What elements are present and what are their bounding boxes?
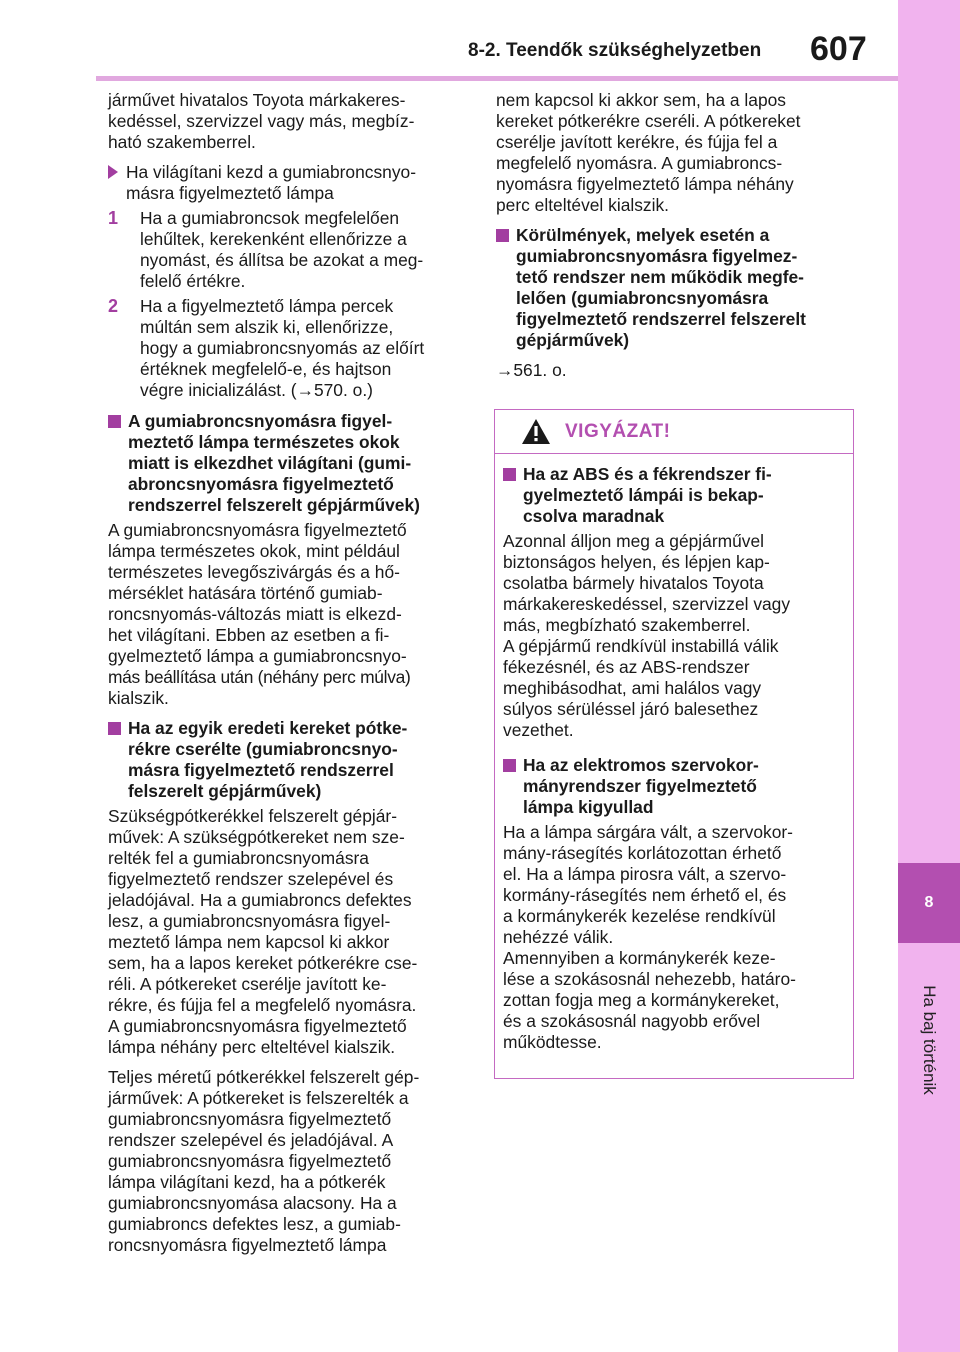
text-line: roncsnyomás-változás miatt is elkezd-: [108, 604, 402, 624]
page-reference-link[interactable]: végre inicializálást. (→570. o.): [140, 380, 373, 400]
intro-paragraph: [108, 90, 468, 153]
text-line: múltán sem alszik ki, ellenőrizze,: [140, 317, 394, 337]
text-line: csolatba bármely hivatalos Toyota: [503, 573, 764, 593]
text-line: kialszik.: [108, 688, 169, 708]
text-line: meztető lámpa nem kapcsol ki akkor: [108, 932, 390, 952]
text-line: mérséklet hatására történő gumiab-: [108, 583, 383, 603]
text-line: járművet hivatalos Toyota márkakeres-: [108, 90, 406, 110]
text-line: réli. A pótkereket cserélje javított ke-: [108, 974, 387, 994]
text-line: nem kapcsol ki akkor sem, ha a lapos: [496, 90, 786, 110]
natural-causes-paragraph: [108, 520, 468, 709]
page-number: 607: [810, 30, 867, 68]
text-line: nyomásra figyelmeztető lámpa néhány: [496, 174, 794, 194]
chapter-number-box: [898, 863, 960, 943]
left-column: [108, 90, 468, 1265]
warning-body: [495, 454, 853, 1053]
text-line: lesz, a gumiabroncsnyomásra figyel-: [108, 911, 391, 931]
text-line: fékezésnél, és az ABS-rendszer: [503, 657, 750, 677]
header-rule: [96, 76, 898, 81]
text-line: lelően (gumiabroncsnyomásra: [516, 288, 769, 308]
chapter-title: Ha baj történik: [920, 985, 939, 1095]
text-line: vezethet.: [503, 720, 574, 740]
text-line: Ha az elektromos szervokor-: [523, 755, 759, 775]
text-line: tető rendszer nem működik megfe-: [516, 267, 804, 287]
subheading-system-not-working: [496, 225, 856, 351]
text-line: művek: A szükségpótkereket nem sze-: [108, 827, 405, 847]
section-title: 8-2. Teendők szükséghelyzetben: [468, 40, 762, 61]
continued-paragraph: [496, 90, 856, 216]
text-line: gyelmeztető lámpa a gumiabroncsnyo-: [108, 646, 407, 666]
text-line: A gumiabroncsnyomásra figyelmeztető: [108, 520, 407, 540]
text-line: Ha a gumiabroncsok megfelelően: [140, 208, 400, 228]
text-line: megfelelő nyomásra. A gumiabroncs-: [496, 153, 783, 173]
warning-box: [494, 409, 854, 1079]
side-tab: [898, 0, 960, 1352]
right-column: [496, 90, 856, 381]
text-line: gépjárművek): [516, 330, 630, 350]
text-line: lése a szokásosnál nehezebb, határo-: [503, 969, 796, 989]
warning-header: [495, 410, 853, 454]
text-line: Teljes méretű pótkerékkel felszerelt gép-: [108, 1067, 420, 1087]
text-line: jeladójával. Ha a gumiabroncs defektes: [108, 890, 412, 910]
text-line: perc elteltével kialszik.: [496, 195, 670, 215]
text-line: lámpa kigyullad: [523, 797, 654, 817]
subheading-spare-wheel: [108, 718, 468, 802]
subheading-natural-causes: [108, 411, 468, 516]
text-line: a kormánykerék kezelése rendkívül: [503, 906, 776, 926]
text-line: lámpa világítani kezd, ha a pótkerék: [108, 1172, 386, 1192]
text-line: lehűltek, kerekenként ellenőrizze a: [140, 229, 407, 249]
text-line: másra figyelmeztető rendszerrel: [128, 760, 394, 780]
text-line: működtesse.: [503, 1032, 602, 1052]
text-line: más, megbízható szakemberrel.: [503, 615, 751, 635]
warning-subheading-steering: [503, 755, 847, 818]
text-line: cserélje javított kerékre, és fújja fel a: [496, 132, 778, 152]
text-line: és a szokásosnál nagyobb erővel: [503, 1011, 761, 1031]
warning-subheading-abs: [503, 464, 847, 527]
text-line: biztonságos helyen, és lépjen kap-: [503, 552, 770, 572]
square-bullet-icon: [503, 759, 516, 772]
text-line: miatt is elkezdhet világítani (gumi-: [128, 453, 412, 473]
bullet-heading: [108, 162, 468, 204]
text-line: mányrendszer figyelmeztető: [523, 776, 757, 796]
text-line: súlyos sérüléssel járó balesethez: [503, 699, 759, 719]
step-2: [108, 296, 468, 401]
text-line: lámpa természetes okok, mint például: [108, 541, 400, 561]
full-size-spare-paragraph: [108, 1067, 468, 1256]
text-line: más beállítása után (néhány perc múlva): [108, 667, 411, 687]
text-line: Ha világítani kezd a gumiabroncsnyo-: [126, 162, 416, 182]
text-line: gumiabroncsnyomása alacsony. Ha a: [108, 1193, 397, 1213]
text-line: lámpa néhány perc elteltével kialszik.: [108, 1037, 396, 1057]
triangle-bullet-icon: [108, 165, 118, 179]
warning-steering-paragraph: [503, 822, 847, 1053]
text-line: másra figyelmeztető lámpa: [126, 183, 334, 203]
text-line: A gumiabroncsnyomásra figyel-: [128, 411, 393, 431]
text-line: zottan fogja meg a kormánykereket,: [503, 990, 780, 1010]
text-line: csolva maradnak: [523, 506, 665, 526]
text-line: Ha az ABS és a fékrendszer fi-: [523, 464, 772, 484]
text-line: Ha az egyik eredeti kereket pótke-: [128, 718, 408, 738]
text-line: figyelmeztető rendszer szelepével és: [108, 869, 394, 889]
square-bullet-icon: [503, 468, 516, 481]
text-line: gumiabroncsnyomásra figyelmeztető: [108, 1151, 392, 1171]
text-line: kereket pótkerékre cseréli. A pótkereket: [496, 111, 801, 131]
text-line: A gumiabroncsnyomásra figyelmeztető: [108, 1016, 407, 1036]
text-line: sem, ha a lapos kereket pótkerékre cse-: [108, 953, 418, 973]
text-line: márkakereskedéssel, szervizzel vagy: [503, 594, 791, 614]
warning-triangle-icon: [521, 418, 551, 445]
square-bullet-icon: [108, 722, 121, 735]
text-line: het világítani. Ebben az esetben a fi-: [108, 625, 390, 645]
page-reference-link[interactable]: →561. o.: [496, 360, 567, 380]
text-line: gyelmeztető lámpái is bekap-: [523, 485, 764, 505]
text-line: meztető lámpa természetes okok: [128, 432, 400, 452]
warning-title: VIGYÁZAT!: [565, 420, 671, 442]
text-line: el. Ha a lámpa pirosra vált, a szervo-: [503, 864, 787, 884]
text-line: mány-rásegítés korlátozottan érhető: [503, 843, 782, 863]
text-line: gumiabroncsnyomásra figyelmeztető: [108, 1109, 392, 1129]
text-line: felelő értékre.: [140, 271, 246, 291]
text-line: Ha a figyelmeztető lámpa percek: [140, 296, 394, 316]
text-line: természetes levegőszivárgás és a hő-: [108, 562, 400, 582]
text-line: relték fel a gumiabroncsnyomásra: [108, 848, 369, 868]
text-line: nehézzé válik.: [503, 927, 614, 947]
text-line: Körülmények, melyek esetén a: [516, 225, 770, 245]
text-line: ható szakemberrel.: [108, 132, 256, 152]
square-bullet-icon: [108, 415, 121, 428]
text-line: roncsnyomásra figyelmeztető lámpa: [108, 1235, 387, 1255]
text-line: Szükségpótkerékkel felszerelt gépjár-: [108, 806, 398, 826]
text-line: rékre, és fújja fel a megfelelő nyomásra.: [108, 995, 417, 1015]
text-line: rendszer szelepével és jeladójával. A: [108, 1130, 394, 1150]
text-line: Azonnal álljon meg a gépjárművel: [503, 531, 765, 551]
text-line: rékre cserélte (gumiabroncsnyo-: [128, 739, 398, 759]
text-line: gumiabroncs defektes lesz, a gumiab-: [108, 1214, 401, 1234]
text-line: gumiabroncsnyomásra figyelmez-: [516, 246, 798, 266]
text-line: kedéssel, szervizzel vagy más, megbíz-: [108, 111, 415, 131]
text-line: abroncsnyomásra figyelmeztető: [128, 474, 394, 494]
text-line: járművek: A pótkereket is felszerelték a: [108, 1088, 409, 1108]
text-line: meghibásodhat, ami halálos vagy: [503, 678, 762, 698]
text-line: Amennyiben a kormánykerék keze-: [503, 948, 776, 968]
text-line: kormány-rásegítés nem érhető el, és: [503, 885, 787, 905]
step-number: 1: [108, 208, 119, 228]
chapter-number: 8: [924, 894, 934, 911]
step-1: [108, 208, 468, 292]
text-line: hogy a gumiabroncsnyomás az előírt: [140, 338, 425, 358]
compact-spare-paragraph: [108, 806, 468, 1058]
text-line: felszerelt gépjárművek): [128, 781, 322, 801]
text-line: Ha a lámpa sárgára vált, a szervokor-: [503, 822, 793, 842]
text-line: nyomást, és állítsa be azokat a meg-: [140, 250, 424, 270]
warning-abs-paragraph: [503, 531, 847, 741]
square-bullet-icon: [496, 229, 509, 242]
text-line: rendszerrel felszerelt gépjárművek): [128, 495, 420, 515]
text-line: A gépjármű rendkívül instabillá válik: [503, 636, 779, 656]
text-line: figyelmeztető rendszerrel felszerelt: [516, 309, 806, 329]
text-line: értéknek megfelelő-e, és hajtson: [140, 359, 392, 379]
step-number: 2: [108, 296, 119, 316]
